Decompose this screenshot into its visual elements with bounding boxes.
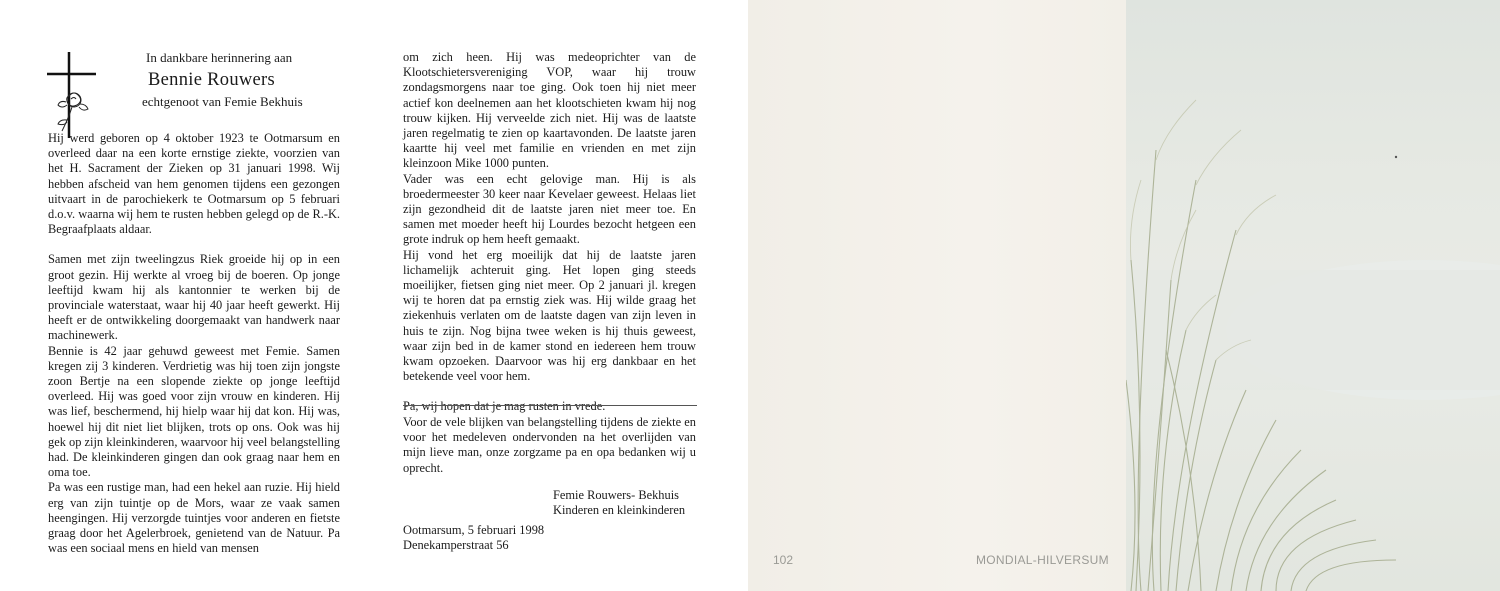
paragraph-birth-death: Hij werd geboren op 4 oktober 1923 te Ootmarsum en overleed daar na een korte ernstige ziekte, voorzien van het H. Sacrament der Zieken op 31 januari 1998. Wij hebben afscheid van hem genomen tijdens een gezongen uitvaart in de parochiekerk te Ootmarsum op 5 februari d.o.v. waarna wij hem te rusten hebben gelegd op de R.-K. Begraafplaats aldaar. xyxy=(48,131,340,237)
intro-line: In dankbare herinnering aan xyxy=(146,50,293,65)
address: Denekamperstraat 56 xyxy=(403,538,509,553)
cross-with-rose-icon xyxy=(42,50,102,140)
deceased-name: Bennie Rouwers xyxy=(148,70,275,90)
thanks-paragraph: Voor de vele blijken van belangstelling tijdens de ziekte en voor het medeleven ondervonden na het overlijden van mijn lieve man, onze zorgzame pa en opa bedanken wij u oprecht. xyxy=(403,415,696,475)
place-date: Ootmarsum, 5 februari 1998 xyxy=(403,523,545,537)
place-address-block xyxy=(403,523,544,553)
paragraph-faith: Vader was een echt gelovige man. Hij is als broedermeester 30 keer naar Kevelaer geweest. Helaas liet zijn gezondheid dit de laatste jaren niet meer toe. En samen met moeder heeft hij Lourdes bezocht hetgeen een grote indruk op hem heeft gemaakt. xyxy=(403,171,696,247)
signature-family: Kinderen en kleinkinderen xyxy=(553,503,686,518)
page-number: 102 xyxy=(773,553,794,567)
blank-paper-panel xyxy=(748,0,1128,591)
grass-painting-illustration xyxy=(1126,0,1500,591)
text-column-left xyxy=(48,131,340,556)
signature-name: Femie Rouwers- Bekhuis xyxy=(553,488,679,502)
publisher-brand: MONDIAL-HILVERSUM xyxy=(976,553,1109,567)
divider-line xyxy=(403,405,697,406)
card-text-page xyxy=(0,0,748,591)
spouse-line: echtgenoot van Femie Bekhuis xyxy=(142,94,303,109)
card-cover-page xyxy=(748,0,1500,591)
card-header xyxy=(120,50,320,110)
paragraph-club: om zich heen. Hij was medeoprichter van de Klootschietersvereniging VOP, waar hij trouw zondagsmorgens naar toe ging. Ook toen hij niet meer actief kon deelnemen aan het klootschieten kwam hij nog trouw kijken. Hij verveelde zich niet. Hij was de laatste jaren regelmatig te zien op kaartavonden. De laatste jaren kaartte hij veel met familie en vrienden en met zijn kleinzoon Mike 1000 punten. xyxy=(403,50,696,171)
paragraph-farewell: Pa, wij hopen dat je mag rusten in vrede. xyxy=(403,399,606,414)
paragraph-youth-work: Samen met zijn tweelingzus Riek groeide hij op in een groot gezin. Hij werkte al vroeg bij de boeren. Op jonge leeftijd kwam hij als kantonnier te werken bij de provinciale waterstaat, waar hij 40 jaar heeft gewerkt. Hij heeft er de ontwikkeling doorgemaakt van handwerk naar machinewerk. xyxy=(48,252,340,343)
paragraph-illness: Hij vond het erg moeilijk dat hij de laatste jaren lichamelijk achteruit ging. Het lopen ging steeds moeilijker, fietsen ging niet meer. Op 2 januari jl. kregen wij te horen dat pa ernstig ziek was. Hij wilde graag het ziekenhuis verlaten om de laatste dagen van zijn leven in huis te zijn. Nog bijna twee weken is hij thuis geweest, waar zijn bed in de kamer stond en iedereen hem trouw kwam opzoeken. Daarvoor was hij erg dankbaar en het betekende veel voor hem. xyxy=(403,247,696,384)
text-column-right xyxy=(403,50,696,415)
signature-block xyxy=(553,488,685,518)
paragraph-character: Pa was een rustige man, had een hekel aan ruzie. Hij hield erg van zijn tuintje op de Mors, waar ze vaak samen heengingen. Hij verzorgde tuintjes voor anderen en fietste graag door het Agelerbroek, genietend van de Natuur. Pa was een sociaal mens en hield van mensen xyxy=(48,480,340,556)
reeds-illustration xyxy=(1126,0,1500,591)
paragraph-family: Bennie is 42 jaar gehuwd geweest met Femie. Samen kregen zij 3 kinderen. Verdrietig was hij toen zijn jongste zoon Bertje na een slopende ziekte op jonge leeftijd overleed. Hij was goed voor zijn vrouw en kinderen. Hij was lief, beschermend, hij hielp waar hij dat kon. Hij was, hoewel hij dit niet liet blijken, trots op ons. Ook was hij gek op zijn kleinkinderen, waarvoor hij veel belangstelling had. De kleinkinderen gingen dan ook graag naar hem en oma toe. xyxy=(48,343,340,480)
